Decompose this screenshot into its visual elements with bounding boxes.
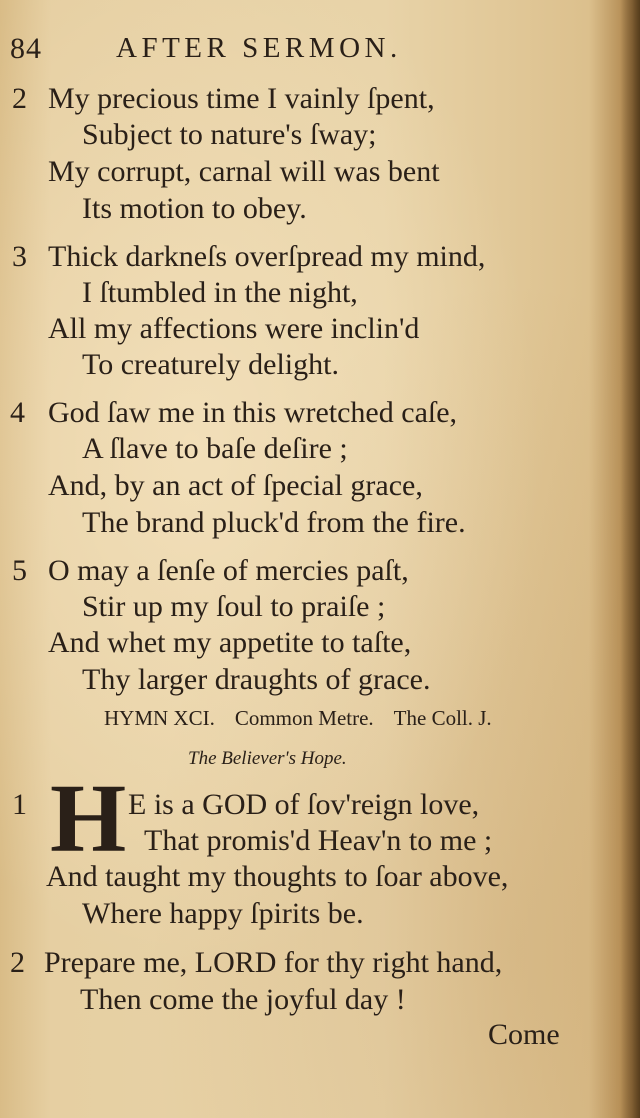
verse-line: And taught my thoughts to ſoar above, [46,860,509,893]
stanza-number: 2 [12,82,27,115]
verse-line: Thy larger draughts of grace. [82,663,431,696]
verse-line: And whet my appetite to taſte, [48,626,412,659]
page-header [0,30,640,74]
verse-line: Stir up my ſoul to praiſe ; [82,590,386,623]
page-number: 84 [10,32,42,65]
verse-line: A ſlave to baſe deſire ; [82,432,348,465]
stanza-number: 3 [12,240,27,273]
hymn-title: HYMN XCI. [104,706,215,730]
drop-cap: H [50,765,127,873]
verse-line: O may a ſenſe of mercies paſt, [48,554,409,587]
verse-line: E is a GOD of ſov'reign love, [128,788,480,821]
verse-line: Where happy ſpirits be. [82,897,364,930]
verse-line: Then come the joyful day ! [80,983,406,1016]
verse-line: I ſtumbled in the night, [82,276,358,309]
stanza-number: 2 [10,946,25,979]
verse-line: The brand pluck'd from the fire. [82,506,466,539]
catchword: Come [488,1018,560,1051]
verse-line: Thick darkneſs overſpread my mind, [48,240,486,273]
verse-line: That promis'd Heav'n to me ; [144,824,493,857]
stanza-number: 5 [12,554,27,587]
verse-line: Subject to nature's ſway; [82,118,377,151]
hymn-subtitle: The Believer's Hope. [188,748,347,769]
hymn-heading [104,706,492,731]
verse-line: Prepare me, LORD for thy right hand, [44,946,503,979]
hymn-source: The Coll. J. [393,706,492,730]
stanza-number: 1 [12,788,27,821]
hymn-metre: Common Metre. [234,706,374,730]
stanza-number: 4 [10,396,25,429]
verse-line: My corrupt, carnal will was bent [48,155,440,188]
verse-line: God ſaw me in this wretched caſe, [48,396,458,429]
running-title: AFTER SERMON. [116,32,402,64]
verse-line: To creaturely delight. [82,348,339,381]
page-edge-shadow [620,0,640,1118]
verse-line: And, by an act of ſpecial grace, [48,469,423,502]
verse-line: My precious time I vainly ſpent, [48,82,435,115]
verse-line: Its motion to obey. [82,192,307,225]
verse-line: All my affections were inclin'd [48,312,420,345]
